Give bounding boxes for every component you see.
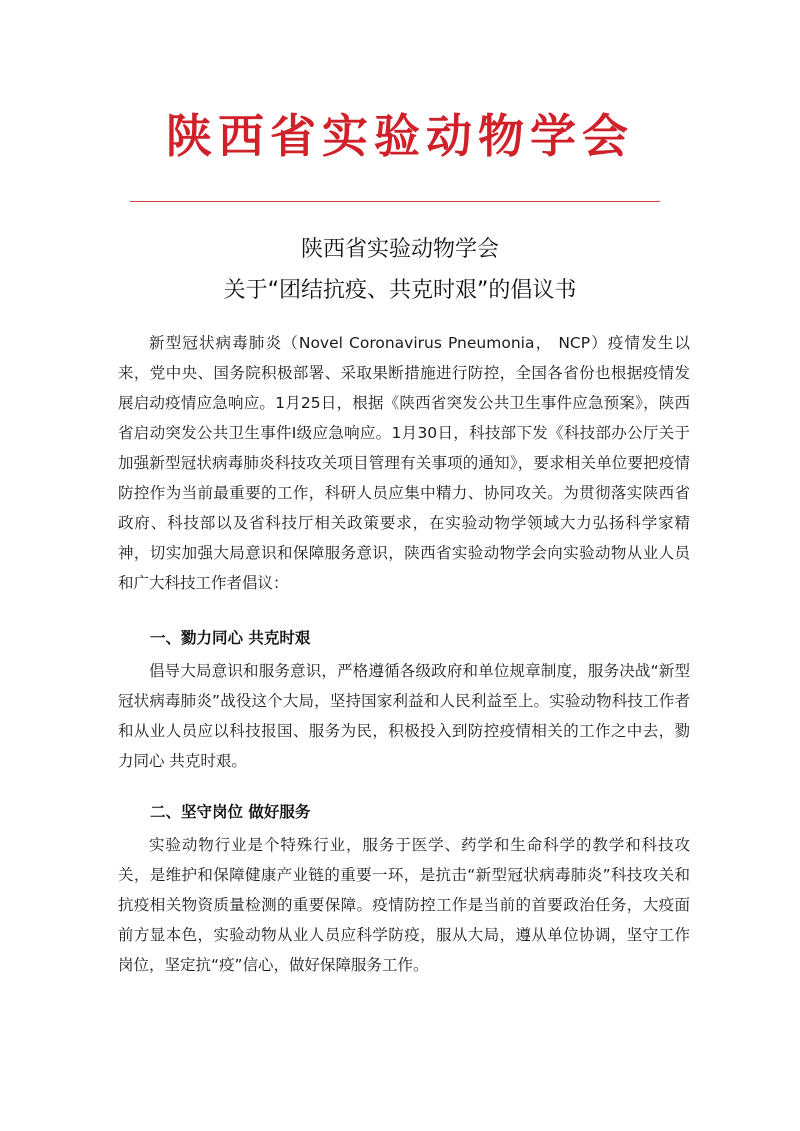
document-title-line2: 关于“团结抗疫、共克时艰”的倡议书 — [223, 278, 577, 303]
section-heading-2: 二、坚守岗位 做好服务 — [150, 803, 311, 821]
section-paragraph-1 — [118, 656, 690, 776]
intro-paragraph — [118, 328, 690, 598]
section-paragraph-2 — [118, 830, 690, 980]
intro-text: 新型冠状病毒肺炎（Novel Coronavirus Pneumonia， NCP）疫情发生以来，党中央、国务院积极部署、采取果断措施进行防控，全国各省份也根据疫情发展启动疫情应急响应。1月25日，根据《陕西省突发公共卫生事件应急预案》，陕西省启动突发公共卫生事件Ⅰ级应急响应。1月30日，科技部下发《科技部办公厅关于加强新型冠状病毒肺炎科技攻关项目管理有关事项的通知》，要求相关单位要把疫情防控作为当前最重要的工作，科研人员应集中精力、协同攻关。为贯彻落实陕西省政府、科技部以及省科技厅相关政策要求，在实验动物学领域大力弘扬科学家精神，切实加强大局意识和保障服务意识，陕西省实验动物学会向实验动物从业人员和广大科技工作者倡议： — [118, 334, 690, 592]
letterhead-divider — [130, 201, 660, 202]
letterhead-title: 陕西省实验动物学会 — [166, 109, 634, 163]
section-heading-1: 一、勠力同心 共克时艰 — [150, 629, 311, 647]
document-title-line1: 陕西省实验动物学会 — [300, 237, 499, 262]
section-text-2: 实验动物行业是个特殊行业，服务于医学、药学和生命科学的教学和科技攻关，是维护和保障健康产业链的重要一环，是抗击“新型冠状病毒肺炎”科技攻关和抗疫相关物资质量检测的重要保障。疫情防控工作是当前的首要政治任务，大疫面前方显本色，实验动物从业人员应科学防疫，服从大局，遵从单位协调，坚守工作岗位，坚定抗“疫”信心，做好保障服务工作。 — [118, 836, 690, 974]
section-text-1: 倡导大局意识和服务意识，严格遵循各级政府和单位规章制度，服务决战“新型冠状病毒肺炎”战役这个大局，坚持国家利益和人民利益至上。实验动物科技工作者和从业人员应以科技报国、服务为民，积极投入到防控疫情相关的工作之中去，勠力同心 共克时艰。 — [118, 662, 690, 770]
